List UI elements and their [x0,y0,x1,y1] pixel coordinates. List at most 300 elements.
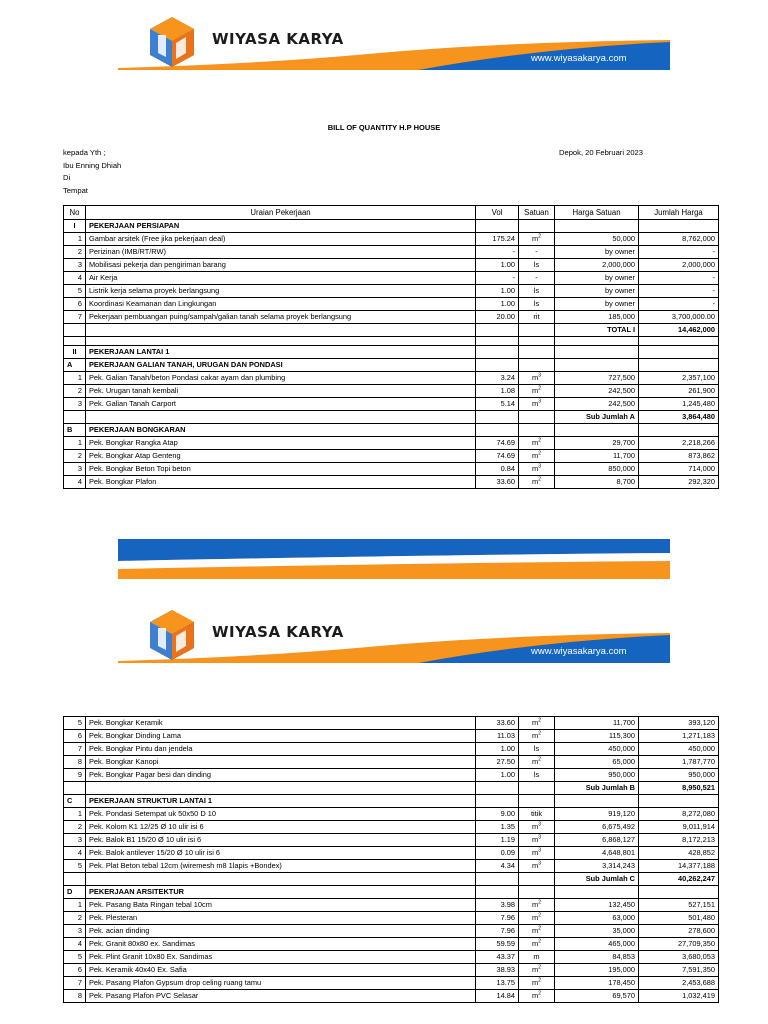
table-row [64,769,719,782]
item-volume: 1.00 [476,298,519,311]
item-description: Pek. Balok antilever 15/20 Ø 10 ulir isi 6 [86,847,476,860]
empty-cell [64,337,86,346]
row-number: 4 [64,938,86,951]
subtotal-row [64,782,719,795]
item-description: Pek. Plat Beton tebal 12cm (wiremesh m8 1lapis +Bondex) [86,860,476,873]
empty-cell [476,346,519,359]
empty-cell [64,411,86,424]
item-total: 2,357,100 [639,372,719,385]
wk-cube-logo-icon [144,13,200,69]
empty-cell [476,424,519,437]
recipient-name: Ibu Enning Dhiah [63,160,122,170]
row-number: 3 [64,925,86,938]
item-description: Pek. Bongkar Rangka Atap [86,437,476,450]
item-volume: - [476,246,519,259]
table-row [64,450,719,463]
empty-cell [639,337,719,346]
item-description: Pek. Bongkar Atap Genteng [86,450,476,463]
row-number: 4 [64,272,86,285]
subtotal-value: 8,950,521 [639,782,719,795]
unit-exponent: 2 [538,450,541,457]
subtotal-row [64,873,719,886]
table-row [64,847,719,860]
unit-text: ls [533,770,540,779]
row-number: 7 [64,977,86,990]
row-number: 9 [64,769,86,782]
unit-exponent: 3 [538,847,541,854]
item-unit-price: 65,000 [555,756,639,769]
group-row [64,886,719,899]
unit-exponent: 3 [538,821,541,828]
unit-exponent: 2 [538,977,541,984]
unit-exponent: 2 [538,938,541,945]
item-unit-price: 2,000,000 [555,259,639,272]
row-number: II [64,346,86,359]
empty-cell [476,886,519,899]
item-total: 8,272,080 [639,808,719,821]
unit-text: m [532,900,539,909]
subtotal-value: 14,462,000 [639,324,719,337]
item-unit [519,246,555,259]
boq-table-page-1 [63,205,719,489]
item-volume: 3.24 [476,372,519,385]
row-number: 2 [64,912,86,925]
item-unit [519,285,555,298]
website-link[interactable]: www.wiyasakarya.com [531,53,627,64]
item-description: Pek. Pasang Plafon PVC Selasar [86,990,476,1003]
item-description: Pek. Pondasi Setempat uk 50x50 D 10 [86,808,476,821]
item-unit [519,847,555,860]
item-total: - [639,246,719,259]
item-unit [519,990,555,1003]
empty-cell [555,886,639,899]
row-number: 3 [64,259,86,272]
table-row [64,964,719,977]
date-line: Depok, 20 Februari 2023 [559,148,644,157]
boq-table-page-2 [63,716,719,1003]
item-volume: 13.75 [476,977,519,990]
item-unit-price: 84,853 [555,951,639,964]
item-total: 14,377,188 [639,860,719,873]
item-unit [519,951,555,964]
unit-exponent: 3 [538,860,541,867]
item-description: Pek. Plesteran [86,912,476,925]
item-description: Pek. acian dinding [86,925,476,938]
item-unit-price: 63,000 [555,912,639,925]
empty-cell [476,873,519,886]
item-total: 2,000,000 [639,259,719,272]
unit-exponent: 3 [538,372,541,379]
subtotal-label: Sub Jumlah A [555,411,639,424]
empty-cell [86,411,476,424]
item-unit-price: 6,675,492 [555,821,639,834]
row-number: 2 [64,246,86,259]
row-number: 3 [64,834,86,847]
unit-text: m [532,822,539,831]
item-unit-price: 29,700 [555,437,639,450]
item-unit-price: 8,700 [555,476,639,489]
item-total: - [639,272,719,285]
row-number: 5 [64,951,86,964]
empty-cell [476,337,519,346]
item-volume: 14.84 [476,990,519,1003]
empty-cell [476,220,519,233]
row-number: 1 [64,899,86,912]
item-description: Pek. Bongkar Pagar besi dan dinding [86,769,476,782]
subtotal-row [64,324,719,337]
row-number: 6 [64,730,86,743]
empty-cell [639,346,719,359]
item-unit [519,769,555,782]
item-volume: 33.60 [476,476,519,489]
table-row [64,246,719,259]
item-unit [519,743,555,756]
row-number: 1 [64,437,86,450]
item-volume: 3.98 [476,899,519,912]
empty-cell [64,873,86,886]
item-description: Perizinan (IMB/RT/RW) [86,246,476,259]
subtotal-label: Sub Jumlah C [555,873,639,886]
item-description: Pek. Galian Tanah/beton Pondasi cakar ayam dan plumbing [86,372,476,385]
item-volume: 1.00 [476,743,519,756]
section-row [64,220,719,233]
unit-text: m [532,926,539,935]
table-row [64,899,719,912]
item-total: 950,000 [639,769,719,782]
section-title: PEKERJAAN GALIAN TANAH, URUGAN DAN PONDASI [86,359,476,372]
item-unit-price: 69,570 [555,990,639,1003]
item-unit [519,756,555,769]
item-unit-price: by owner [555,272,639,285]
header-total: Jumlah Harga [639,206,719,220]
row-number: I [64,220,86,233]
item-volume: 27.50 [476,756,519,769]
row-number: 1 [64,808,86,821]
unit-exponent: 2 [538,730,541,737]
spacer-row [64,337,719,346]
item-total: 8,172,213 [639,834,719,847]
empty-cell [519,359,555,372]
empty-cell [555,424,639,437]
empty-cell [64,324,86,337]
item-unit-price: 950,000 [555,769,639,782]
item-unit [519,821,555,834]
item-unit-price: 6,868,127 [555,834,639,847]
item-unit-price: 178,450 [555,977,639,990]
empty-cell [639,359,719,372]
header-no: No [64,206,86,220]
empty-cell [555,359,639,372]
item-unit-price: 242,500 [555,398,639,411]
subtotal-row [64,411,719,424]
item-description: Pek. Bongkar Dinding Lama [86,730,476,743]
empty-cell [639,795,719,808]
item-description: Pek. Pasang Plafon Gypsum drop celing ruang tamu [86,977,476,990]
item-unit [519,899,555,912]
item-total: - [639,285,719,298]
item-volume: 20.00 [476,311,519,324]
table-row [64,233,719,246]
table-row [64,938,719,951]
item-volume: - [476,272,519,285]
empty-cell [555,346,639,359]
empty-cell [519,324,555,337]
row-number: 3 [64,463,86,476]
empty-cell [86,782,476,795]
unit-text: - [535,273,538,282]
item-total: 873,862 [639,450,719,463]
row-number: C [64,795,86,808]
unit-text: m [532,757,539,766]
unit-exponent: 2 [538,925,541,932]
empty-cell [476,359,519,372]
item-total: 278,600 [639,925,719,938]
item-unit-price: 727,500 [555,372,639,385]
row-number: 5 [64,860,86,873]
item-unit-price: 195,000 [555,964,639,977]
recipient-block [63,147,121,197]
unit-exponent: 2 [538,964,541,971]
item-volume: 1.00 [476,769,519,782]
letterhead-banner-page-2 [118,603,670,663]
unit-exponent: 2 [538,899,541,906]
item-volume: 4.34 [476,860,519,873]
subtotal-value: 40,262,247 [639,873,719,886]
item-unit [519,272,555,285]
unit-text: m [532,939,539,948]
item-unit-price: 3,314,243 [555,860,639,873]
item-unit [519,730,555,743]
empty-cell [555,220,639,233]
unit-text: ls [533,299,540,308]
item-volume: 1.00 [476,259,519,272]
row-number: B [64,424,86,437]
unit-text: m [532,978,539,987]
item-total: 527,151 [639,899,719,912]
empty-cell [555,337,639,346]
item-unit-price: by owner [555,298,639,311]
table-row [64,730,719,743]
item-description: Pek. Granit 80x80 ex. Sandimas [86,938,476,951]
table-row [64,372,719,385]
unit-text: ls [533,260,540,269]
unit-text: m [532,731,539,740]
item-unit-price: 242,500 [555,385,639,398]
item-volume: 1.00 [476,285,519,298]
table-row [64,951,719,964]
row-number: 7 [64,311,86,324]
empty-cell [639,220,719,233]
item-unit [519,398,555,411]
item-total: 2,453,688 [639,977,719,990]
brand-name: WIYASA KARYA [212,30,344,48]
table-row [64,977,719,990]
unit-text: ls [533,286,540,295]
item-unit [519,437,555,450]
item-unit-price: 115,300 [555,730,639,743]
unit-text: m [532,234,539,243]
unit-exponent: 2 [538,437,541,444]
item-volume: 175.24 [476,233,519,246]
item-total: 3,700,000.00 [639,311,719,324]
section-title: PEKERJAAN BONGKARAN [86,424,476,437]
section-title: PEKERJAAN ARSITEKTUR [86,886,476,899]
empty-cell [86,337,476,346]
item-unit [519,912,555,925]
empty-cell [519,424,555,437]
empty-cell [476,411,519,424]
row-number: 7 [64,743,86,756]
item-total: 3,680,053 [639,951,719,964]
item-volume: 5.14 [476,398,519,411]
item-unit-price: 35,000 [555,925,639,938]
item-total: 2,218,266 [639,437,719,450]
item-description: Pek. Bongkar Keramik [86,717,476,730]
item-unit [519,259,555,272]
item-unit-price: 11,700 [555,717,639,730]
place-label: Tempat [63,185,88,195]
item-description: Listrik kerja selama proyek berlangsung [86,285,476,298]
item-unit-price: 465,000 [555,938,639,951]
header-volume: Vol [476,206,519,220]
unit-text: m [533,952,540,961]
empty-cell [519,337,555,346]
to-label: kepada Yth ; [63,148,106,157]
page-footer-stripe [118,539,670,579]
brand-name: WIYASA KARYA [212,623,344,641]
table-row [64,808,719,821]
item-description: Pek. Keramik 40x40 Ex. Safia [86,964,476,977]
unit-exponent: 2 [538,717,541,724]
item-volume: 0.09 [476,847,519,860]
table-row [64,743,719,756]
header-unit-price: Harga Satuan [555,206,639,220]
item-description: Pek. Kolom K1 12/25 Ø 10 ulir isi 6 [86,821,476,834]
empty-cell [519,782,555,795]
item-description: Air Kerja [86,272,476,285]
item-total: 1,787,770 [639,756,719,769]
item-unit [519,860,555,873]
row-number: 1 [64,372,86,385]
item-description: Pek. Urugan tanah kembali [86,385,476,398]
unit-exponent: 3 [538,834,541,841]
item-unit [519,233,555,246]
table-row [64,717,719,730]
website-link[interactable]: www.wiyasakarya.com [531,646,627,657]
item-volume: 33.60 [476,717,519,730]
group-row [64,795,719,808]
item-unit [519,964,555,977]
table-row [64,925,719,938]
item-unit [519,298,555,311]
empty-cell [519,220,555,233]
unit-text: m [532,835,539,844]
table-row [64,398,719,411]
item-volume: 7.96 [476,912,519,925]
item-unit-price: 132,450 [555,899,639,912]
group-row [64,359,719,372]
empty-cell [64,782,86,795]
item-total: 714,000 [639,463,719,476]
item-total: 428,852 [639,847,719,860]
item-unit [519,385,555,398]
row-number: 2 [64,821,86,834]
row-number: A [64,359,86,372]
item-description: Pek. Bongkar Kanopi [86,756,476,769]
item-description: Pek. Bongkar Pintu dan jendela [86,743,476,756]
unit-exponent: 2 [538,385,541,392]
unit-text: m [532,913,539,922]
unit-exponent: 3 [538,463,541,470]
header-description: Uraian Pekerjaan [86,206,476,220]
table-row [64,272,719,285]
item-total: 1,271,183 [639,730,719,743]
table-row [64,298,719,311]
row-number: D [64,886,86,899]
item-description: Koordinasi Keamanan dan Lingkungan [86,298,476,311]
item-volume: 1.08 [476,385,519,398]
unit-exponent: 2 [538,990,541,997]
item-unit [519,450,555,463]
item-unit-price: 4,648,801 [555,847,639,860]
item-description: Pek. Bongkar Plafon [86,476,476,489]
empty-cell [476,795,519,808]
item-description: Pek. Balok B1 15/20 Ø 10 ulir isi 6 [86,834,476,847]
item-total: 450,000 [639,743,719,756]
empty-cell [86,324,476,337]
unit-text: m [532,861,539,870]
item-volume: 9.00 [476,808,519,821]
item-unit-price: 50,000 [555,233,639,246]
header-unit: Satuan [519,206,555,220]
di-label: Di [63,173,71,182]
unit-text: m [532,399,539,408]
item-total: 8,762,000 [639,233,719,246]
section-title: PEKERJAAN STRUKTUR LANTAI 1 [86,795,476,808]
table-row [64,476,719,489]
item-unit [519,372,555,385]
item-unit [519,938,555,951]
item-unit [519,311,555,324]
row-number: 3 [64,398,86,411]
row-number: 4 [64,847,86,860]
unit-text: titik [530,809,543,818]
table-row [64,437,719,450]
item-volume: 0.84 [476,463,519,476]
item-total: 501,480 [639,912,719,925]
empty-cell [476,782,519,795]
empty-cell [519,886,555,899]
empty-cell [476,324,519,337]
empty-cell [519,411,555,424]
empty-cell [519,346,555,359]
item-volume: 38.93 [476,964,519,977]
empty-cell [86,873,476,886]
item-total: 1,245,480 [639,398,719,411]
empty-cell [555,795,639,808]
unit-text: ls [533,744,540,753]
item-volume: 74.69 [476,437,519,450]
row-number: 6 [64,964,86,977]
item-total: 1,032,419 [639,990,719,1003]
row-number: 8 [64,756,86,769]
item-unit [519,463,555,476]
item-unit-price: by owner [555,246,639,259]
item-unit-price: 850,000 [555,463,639,476]
unit-exponent: 2 [538,233,541,240]
item-volume: 11.03 [476,730,519,743]
item-total: 393,120 [639,717,719,730]
